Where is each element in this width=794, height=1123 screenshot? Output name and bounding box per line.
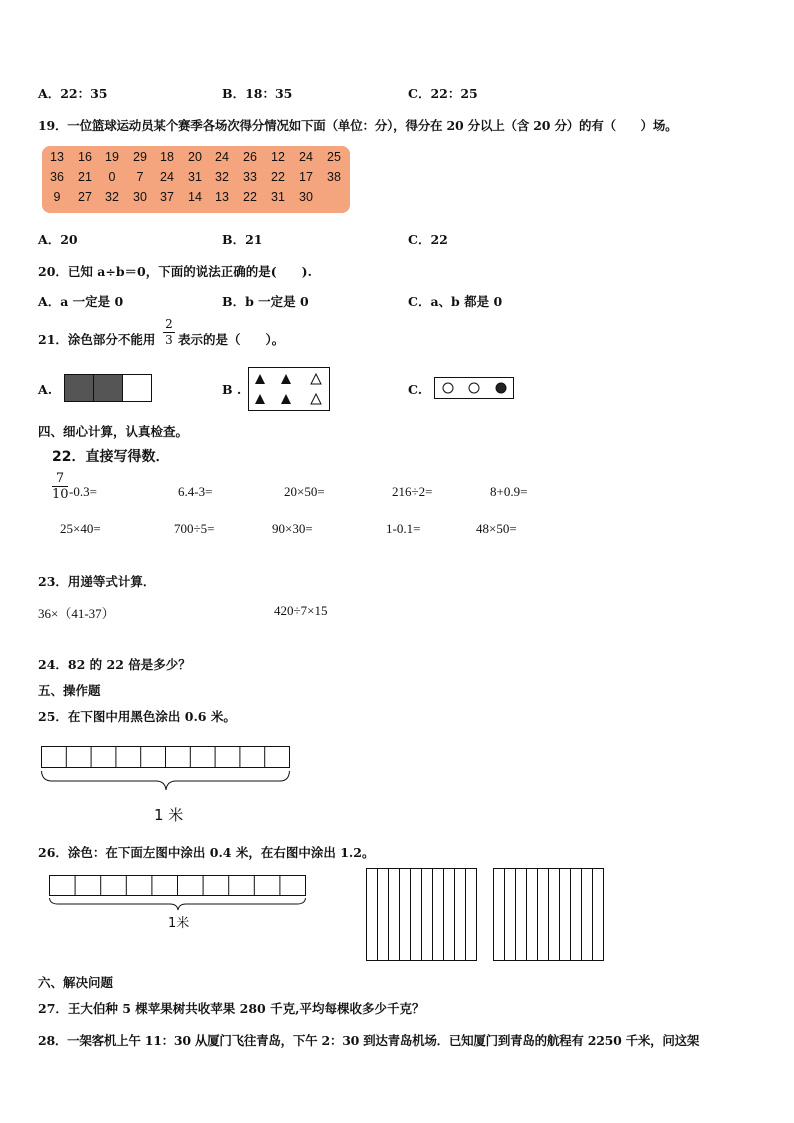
q21-figure-b-triangles	[248, 367, 330, 411]
q21-fraction-denominator: 3	[165, 333, 173, 347]
q23-expr-2: 420÷7×15	[274, 603, 328, 618]
q21-question-prefix: 21．涂色部分不能用	[38, 332, 156, 347]
q19-question: 19．一位篮球运动员某个赛季各场次得分情况如下面（单位：分），得分在 20 分以上（含 20 分）的有（ ）场。	[38, 118, 678, 133]
q22-item-5: 8+0.9=	[490, 484, 528, 499]
q24-title: 24．82 的 22 倍是多少？	[38, 657, 191, 672]
q21-figure-c-circles	[434, 377, 514, 399]
q22-item-1: -0.3=	[69, 484, 97, 499]
q22-item-9: 1-0.1=	[386, 521, 421, 536]
q18-option-c: C．22：25	[408, 86, 478, 101]
score-cell: 12	[271, 150, 285, 164]
score-cell: 31	[188, 170, 202, 184]
score-row	[42, 150, 350, 168]
score-cell: 29	[133, 150, 147, 164]
score-cell: 13	[215, 190, 229, 204]
q28-title: 28．一架客机上午 11：30 从厦门飞往青岛，下午 2：30 到达青岛机场．已知厦门到青岛的航程有 2250 千米，问这架	[38, 1033, 700, 1048]
q26-grid-right	[493, 868, 605, 962]
score-cell: 22	[271, 170, 285, 184]
q20-option-b: B．b 一定是 0	[222, 294, 309, 309]
q25-title: 25．在下图中用黑色涂出 0.6 米。	[38, 709, 236, 724]
q26-grid-left	[366, 868, 478, 962]
q23-expr-1: 36×（41-37）	[38, 606, 115, 621]
q22-fraction-numerator: 7	[55, 471, 65, 486]
q27-title: 27．王大伯种 5 棵苹果树共收苹果 280 千克,平均每棵收多少千克？	[38, 1001, 425, 1016]
section-5-title: 五、操作题	[38, 683, 101, 698]
score-cell: 9	[53, 190, 61, 204]
score-cell: 24	[299, 150, 313, 164]
q22-item-6: 25×40=	[60, 521, 101, 536]
q22-item-7: 700÷5=	[174, 521, 215, 536]
score-row	[42, 190, 350, 208]
q19-option-a: A．20	[38, 232, 78, 247]
score-row	[42, 170, 350, 188]
score-cell: 13	[50, 150, 64, 164]
q22-item-10: 48×50=	[476, 521, 517, 536]
score-cell: 37	[160, 190, 174, 204]
score-cell: 38	[327, 170, 341, 184]
score-cell: 14	[188, 190, 202, 204]
score-cell: 0	[108, 170, 116, 184]
q22-item-4: 216÷2=	[392, 484, 433, 499]
q20-question: 20．已知 a÷b＝0，下面的说法正确的是( ).	[38, 264, 312, 279]
score-cell: 25	[327, 150, 341, 164]
q25-label: 1 米	[154, 806, 184, 824]
score-cell: 33	[243, 170, 257, 184]
score-cell: 24	[160, 170, 174, 184]
q21-fraction-numerator: 2	[165, 317, 173, 331]
q21-label-a: A.	[38, 382, 53, 397]
q22-item-8: 90×30=	[272, 521, 313, 536]
q26-label: 1米	[168, 916, 190, 931]
score-cell: 30	[133, 190, 147, 204]
score-cell: 32	[215, 170, 229, 184]
score-cell: 7	[136, 170, 144, 184]
score-table	[42, 146, 350, 213]
q22-item-2: 6.4-3=	[178, 484, 213, 499]
q21-figure-a-bar	[64, 374, 154, 402]
score-cell: 20	[188, 150, 202, 164]
score-cell: 26	[243, 150, 257, 164]
q22-title: 22．直接写得数．	[52, 449, 170, 465]
score-cell: 30	[299, 190, 313, 204]
score-cell: 18	[160, 150, 174, 164]
score-cell: 19	[105, 150, 119, 164]
score-cell: 36	[50, 170, 64, 184]
q19-option-b: B．21	[222, 232, 263, 247]
q21-label-b: B .	[222, 382, 242, 397]
section-6-title: 六、解决问题	[38, 975, 114, 990]
score-cell: 24	[215, 150, 229, 164]
q21-label-c: C.	[408, 382, 423, 397]
q21-fraction	[163, 318, 175, 347]
q23-title: 23．用递等式计算．	[38, 574, 156, 589]
q26-title: 26．涂色：在下面左图中涂出 0.4 米，在右图中涂出 1.2。	[38, 845, 375, 860]
score-cell: 17	[299, 170, 313, 184]
q22-fraction-denominator: 10	[52, 487, 69, 502]
q22-fraction	[52, 472, 68, 501]
score-cell: 21	[78, 170, 92, 184]
score-cell: 31	[271, 190, 285, 204]
q18-option-a: A．22：35	[38, 86, 108, 101]
score-cell: 22	[243, 190, 257, 204]
score-cell: 16	[78, 150, 92, 164]
score-cell: 32	[105, 190, 119, 204]
q21-question-suffix: 表示的是（ ）。	[178, 332, 285, 347]
q22-item-3: 20×50=	[284, 484, 325, 499]
q20-option-a: A．a 一定是 0	[38, 294, 124, 309]
q20-option-c: C．a、b 都是 0	[408, 294, 503, 309]
q18-option-b: B．18：35	[222, 86, 293, 101]
score-cell: 27	[78, 190, 92, 204]
q19-option-c: C．22	[408, 232, 448, 247]
section-4-title: 四、细心计算，认真检查。	[38, 424, 189, 439]
